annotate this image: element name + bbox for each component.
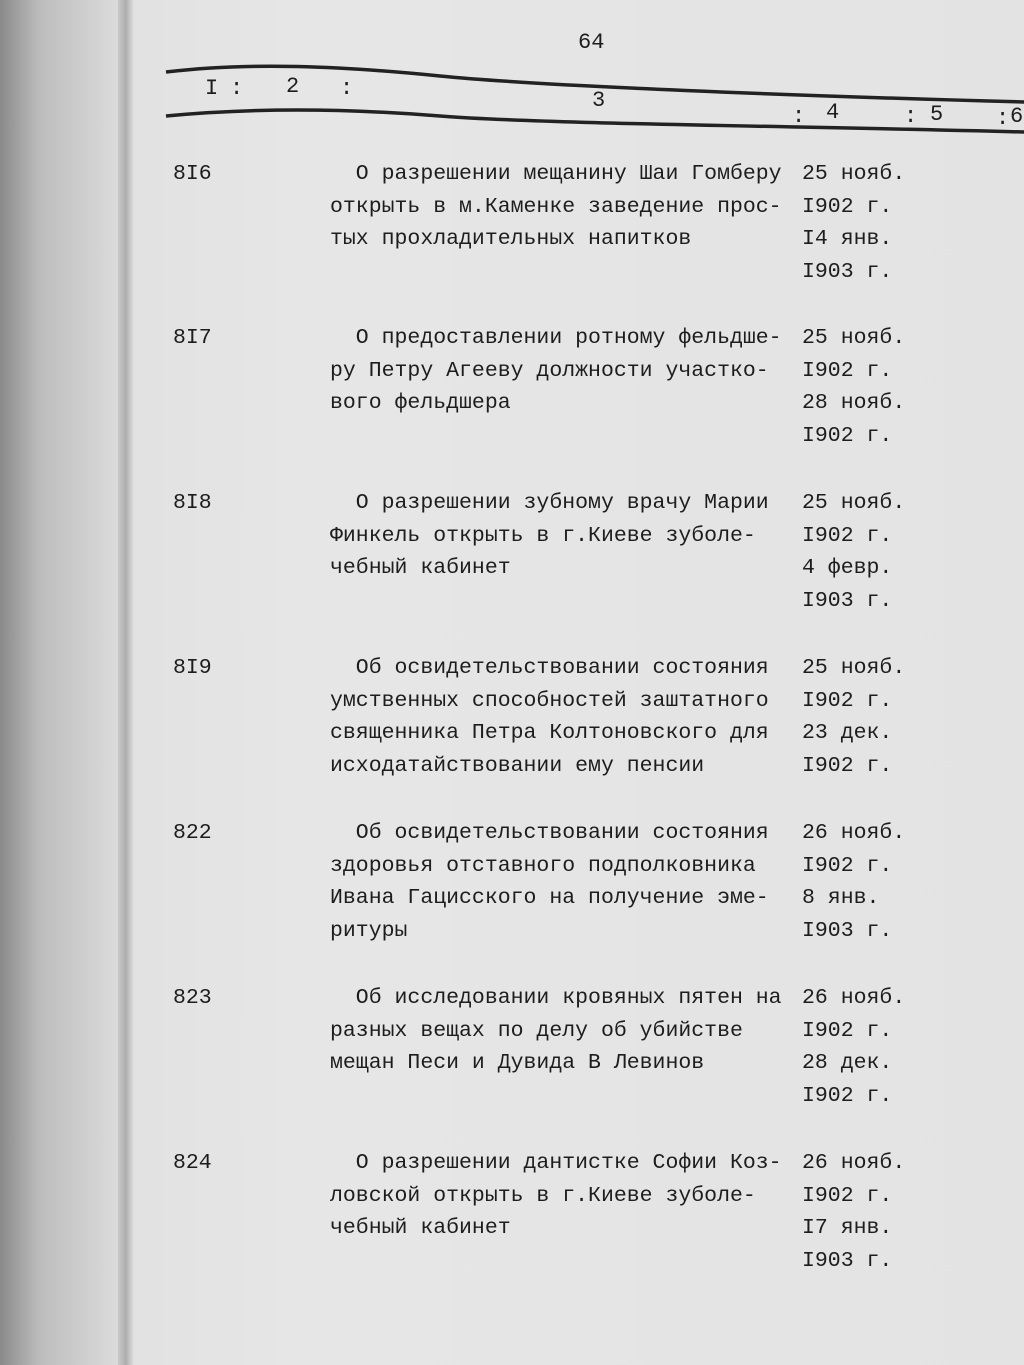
description-line: О предоставлении ротному фельдше- <box>330 326 782 350</box>
header-col2: 2 <box>286 74 300 99</box>
header-col1: I <box>205 76 219 101</box>
entry-number: 824 <box>173 1151 212 1175</box>
date-line: I903 г. <box>802 918 893 943</box>
entry-description <box>330 487 800 585</box>
entry-description <box>330 1147 800 1245</box>
description-line: О разрешении дантистке Софии Коз- <box>330 1151 782 1175</box>
entry-dates <box>802 652 905 782</box>
date-line: I903 г. <box>802 259 893 284</box>
date-line: I902 г. <box>802 753 893 778</box>
entry-description <box>330 817 800 947</box>
date-line: 26 нояб. <box>802 1151 906 1175</box>
description-line: здоровья отставного подполковника <box>330 853 756 878</box>
description-line: Об исследовании кровяных пятен на <box>330 986 782 1010</box>
date-line: I902 г. <box>802 1018 893 1043</box>
date-line: I902 г. <box>802 523 893 548</box>
entry-number: 8I6 <box>173 162 212 186</box>
header-sep: : <box>792 104 806 129</box>
header-col4: 4 <box>826 100 840 125</box>
date-line: I903 г. <box>802 1248 893 1273</box>
date-line: 8 янв. <box>802 886 880 910</box>
header-col5: 5 <box>930 102 944 127</box>
date-line: I902 г. <box>802 358 893 383</box>
date-line: I902 г. <box>802 194 893 219</box>
entry-dates <box>802 982 905 1112</box>
entry-description <box>330 982 800 1080</box>
entry-number: 8I8 <box>173 491 212 515</box>
description-line: ритуры <box>330 918 408 943</box>
header-sep: : <box>340 76 354 101</box>
description-line: ловской открыть в г.Киеве зуболе- <box>330 1183 756 1208</box>
entry-description <box>330 322 800 420</box>
header-col6: 6 <box>1010 104 1024 129</box>
description-line: Об освидетельствовании состояния <box>330 656 769 680</box>
description-line: чебный кабинет <box>330 1216 511 1240</box>
description-line: умственных способностей заштатного <box>330 688 769 713</box>
description-line: О разрешении зубному врачу Марии <box>330 491 769 515</box>
date-line: 25 нояб. <box>802 162 906 186</box>
description-line: чебный кабинет <box>330 556 511 580</box>
date-line: 26 нояб. <box>802 821 906 845</box>
entry-number: 8I7 <box>173 326 212 350</box>
description-line: мещан Песи и Дувида В Левинов <box>330 1051 705 1075</box>
date-line: I902 г. <box>802 688 893 713</box>
date-line: 28 дек. <box>802 1051 893 1075</box>
description-line: священника Петра Колтоновского для <box>330 721 769 745</box>
description-line: О разрешении мещанину Шаи Гомберу <box>330 162 782 186</box>
entry-number: 823 <box>173 986 212 1010</box>
date-line: I902 г. <box>802 853 893 878</box>
date-line: 25 нояб. <box>802 491 906 515</box>
entry-description <box>330 652 800 782</box>
description-line: ру Петру Агееву должности участко- <box>330 358 769 383</box>
description-line: Об освидетельствовании состояния <box>330 821 769 845</box>
entry-number: 8I9 <box>173 656 212 680</box>
date-line: 28 нояб. <box>802 391 906 415</box>
description-line: вого фельдшера <box>330 391 511 415</box>
date-line: 4 февр. <box>802 556 893 580</box>
date-line: I902 г. <box>802 423 893 448</box>
date-line: I902 г. <box>802 1083 893 1108</box>
header-rules <box>0 0 1024 140</box>
entry-dates <box>802 322 905 452</box>
entry-description <box>330 158 800 256</box>
description-line: Финкель открыть в г.Киеве зуболе- <box>330 523 756 548</box>
date-line: 23 дек. <box>802 721 893 745</box>
description-line: исходатайствовании ему пенсии <box>330 753 705 778</box>
entry-number: 822 <box>173 821 212 845</box>
entry-dates <box>802 817 905 947</box>
date-line: 25 нояб. <box>802 326 906 350</box>
entry-dates <box>802 1147 905 1277</box>
header-col3: 3 <box>592 88 606 113</box>
description-line: тых прохладительных напитков <box>330 227 692 251</box>
entry-dates <box>802 158 905 288</box>
date-line: 26 нояб. <box>802 986 906 1010</box>
date-line: I7 янв. <box>802 1216 893 1240</box>
page-number: 64 <box>578 30 605 55</box>
entry-dates <box>802 487 905 617</box>
header-sep: : <box>996 106 1010 131</box>
description-line: Ивана Гацисского на получение эме- <box>330 886 769 910</box>
date-line: I902 г. <box>802 1183 893 1208</box>
header-bottom-rule <box>166 110 1024 132</box>
date-line: I4 янв. <box>802 227 893 251</box>
header-sep: : <box>230 76 244 101</box>
description-line: разных вещах по делу об убийстве <box>330 1018 743 1043</box>
book-gutter-shadow <box>118 0 134 1365</box>
date-line: I903 г. <box>802 588 893 613</box>
header-sep: : <box>904 104 918 129</box>
date-line: 25 нояб. <box>802 656 906 680</box>
description-line: открыть в м.Каменке заведение прос- <box>330 194 782 219</box>
